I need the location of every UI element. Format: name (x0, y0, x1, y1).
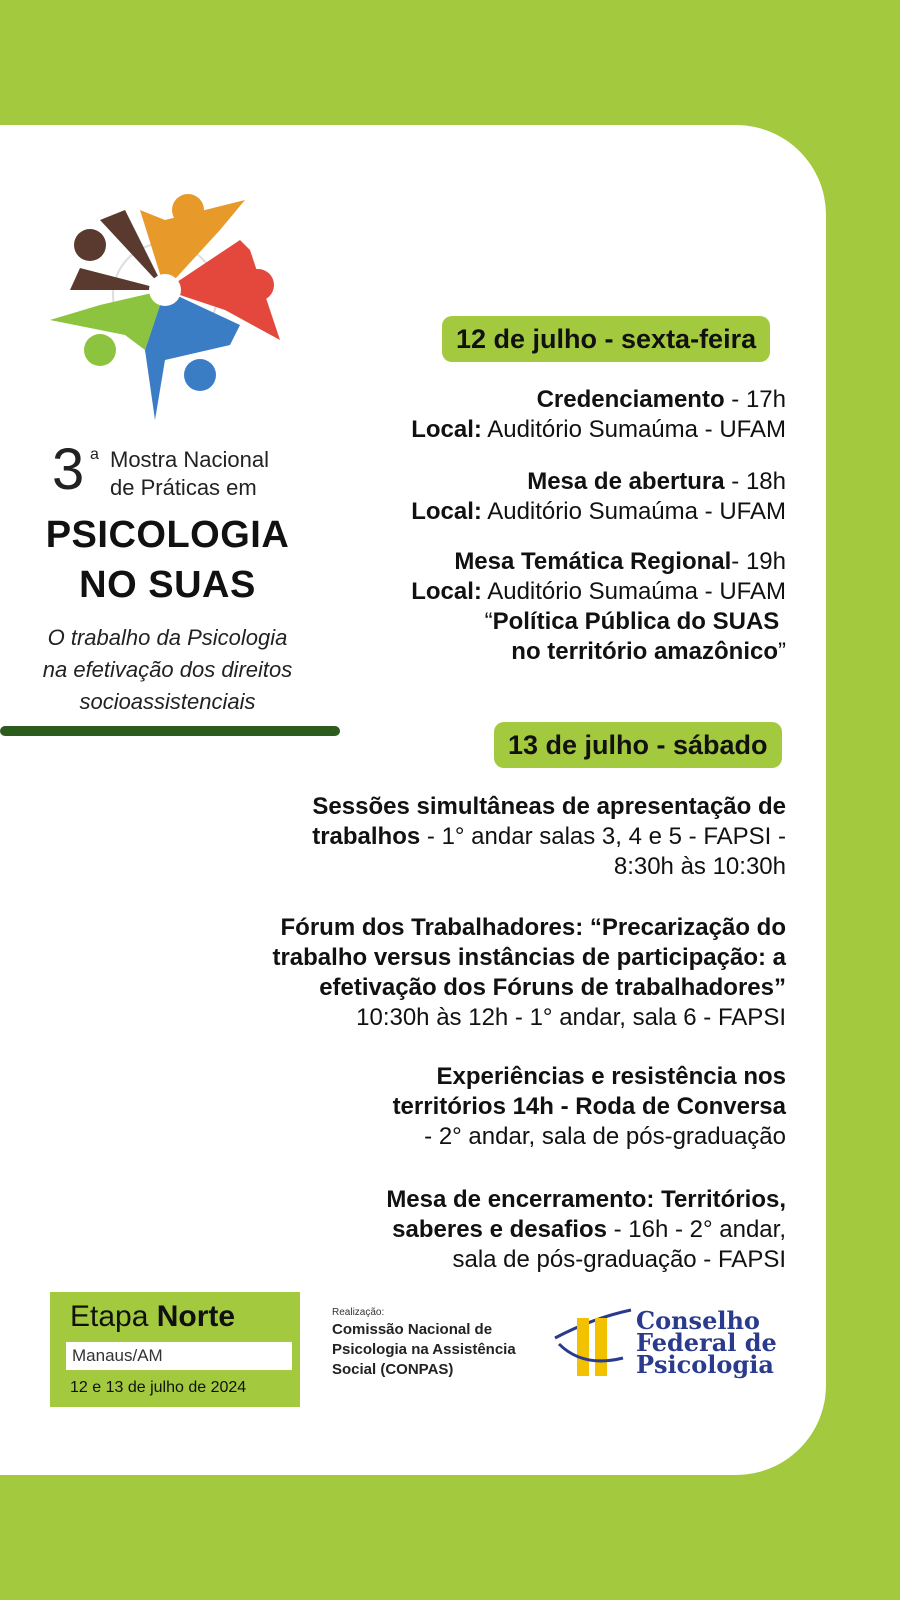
event-name: Mesa Temática Regional (454, 548, 732, 575)
event-name: Sessões simultâneas de apresentação de (312, 793, 786, 820)
event-sessoes (312, 792, 786, 882)
event-local: Auditório Sumaúma - UFAM (481, 416, 786, 443)
event-subtitle (0, 622, 335, 718)
subtitle-line: na efetivação dos direitos (42, 657, 293, 682)
event-theme: Política Pública do SUAS (492, 608, 780, 635)
local-label: Local: (411, 578, 482, 605)
etapa-badge (50, 1292, 300, 1407)
event-name: trabalhos (312, 823, 421, 850)
local-label: Local: (411, 416, 482, 443)
event-forum (272, 913, 786, 1033)
cfp-emblem-icon (553, 1308, 635, 1386)
people-circle-logo-icon (40, 190, 300, 430)
event-encerramento (386, 1185, 786, 1275)
event-time: - 19h (731, 548, 786, 575)
event-time: 8:30h às 10:30h (613, 853, 786, 880)
event-detail: - 2° andar, sala de pós-graduação (424, 1123, 786, 1150)
subtitle-line: socioassistenciais (79, 689, 256, 714)
event-credenciamento (411, 385, 786, 445)
event-name: Mesa de encerramento: Territórios, (386, 1186, 786, 1213)
event-mesa-tematica (411, 547, 786, 667)
title-line-2: de Práticas em (110, 475, 257, 500)
event-name: saberes e desafios (392, 1216, 607, 1243)
event-name: trabalho versus instâncias de participação: a (272, 944, 786, 971)
realizacao-line: Comissão Nacional de (332, 1321, 493, 1338)
cfp-line: Federal de (636, 1328, 777, 1357)
event-theme: no território amazônico (511, 638, 778, 665)
day1-label: 12 de julho - sexta-feira (442, 316, 770, 362)
event-time: - 18h (724, 468, 786, 495)
title-line-1: Mostra Nacional (110, 447, 269, 472)
realizacao-line: Psicologia na Assistência (332, 1341, 516, 1358)
event-detail: 10:30h às 12h - 1° andar, sala 6 - FAPSI (356, 1004, 786, 1031)
quote-mark: ” (778, 638, 786, 665)
edition-number: 3 (52, 437, 85, 502)
subtitle-line: O trabalho da Psicologia (47, 625, 288, 650)
realizacao-line: Social (CONPAS) (332, 1361, 454, 1378)
realizacao-label: Realização: (332, 1307, 385, 1318)
event-detail: sala de pós-graduação - FAPSI (452, 1246, 786, 1273)
title-no-suas: NO SUAS (79, 564, 256, 606)
event-mesa-abertura (411, 467, 786, 527)
event-name: Experiências e resistência nos (436, 1063, 786, 1090)
local-label: Local: (411, 498, 482, 525)
event-local: Auditório Sumaúma - UFAM (481, 578, 786, 605)
event-time: - 17h (724, 386, 786, 413)
cfp-line: Psicologia (636, 1350, 774, 1379)
event-name: Fórum dos Trabalhadores: “Precarização do (280, 914, 786, 941)
cfp-logo (553, 1308, 803, 1386)
event-name: Mesa de abertura (527, 468, 725, 495)
day2-label: 13 de julho - sábado (494, 722, 782, 768)
event-detail: - 1° andar salas 3, 4 e 5 - FAPSI - (420, 823, 786, 850)
realizacao-block (332, 1306, 516, 1380)
edition-superscript: a (90, 446, 99, 463)
event-name: territórios 14h - Roda de Conversa (392, 1093, 786, 1120)
event-title (0, 437, 335, 718)
etapa-city: Manaus/AM (66, 1342, 292, 1370)
divider (0, 726, 340, 736)
quote-mark: “ (484, 608, 493, 635)
event-name: efetivação dos Fóruns de trabalhadores” (319, 974, 786, 1001)
cfp-line: Conselho (636, 1306, 760, 1335)
event-experiencias (393, 1062, 786, 1152)
event-name: Credenciamento (536, 386, 725, 413)
event-local: Auditório Sumaúma - UFAM (481, 498, 786, 525)
title-psicologia: PSICOLOGIA (45, 514, 290, 556)
etapa-name: Norte (156, 1300, 236, 1333)
etapa-prefix: Etapa (70, 1300, 157, 1333)
event-detail: - 16h - 2° andar, (606, 1216, 786, 1243)
etapa-dates: 12 e 13 de julho de 2024 (70, 1379, 247, 1396)
